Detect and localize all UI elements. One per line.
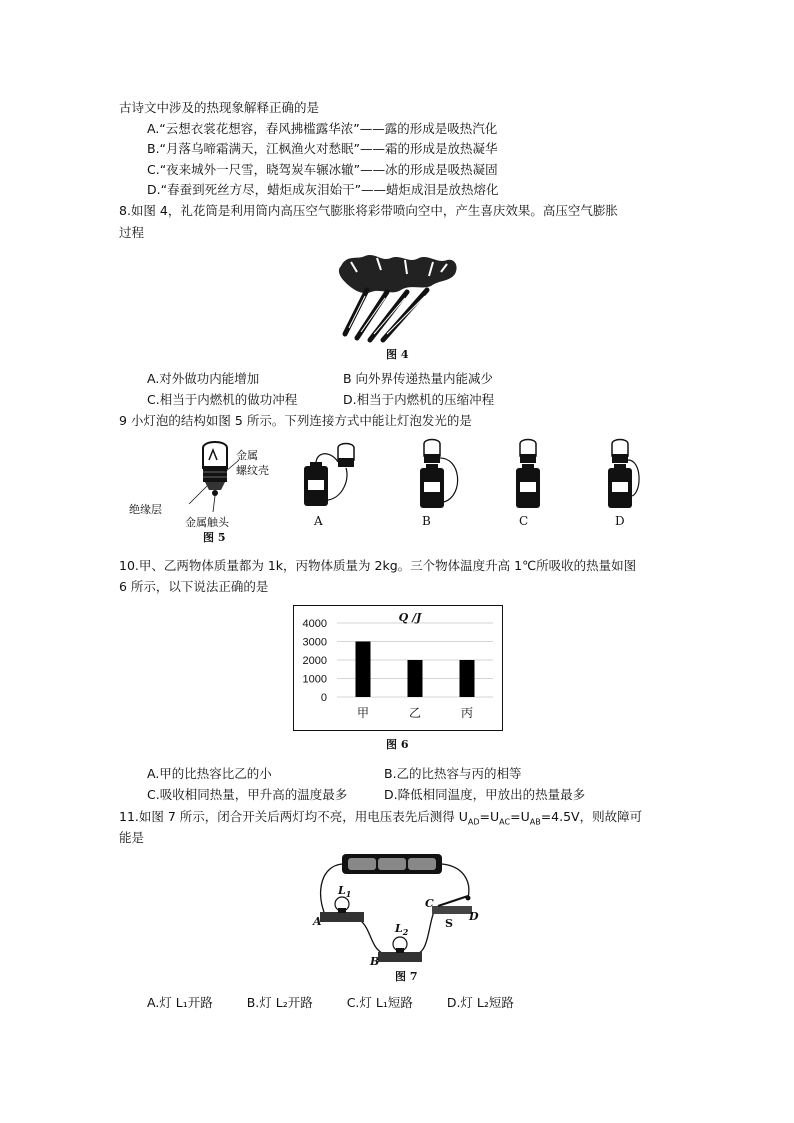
q7-stem: 古诗文中涉及的热现象解释正确的是	[119, 100, 320, 115]
circuit-diagram-figure7	[312, 850, 492, 970]
figure4-caption: 图 4	[386, 348, 409, 361]
label-point-c: C	[425, 897, 434, 910]
chart-ytick-label: 0	[320, 692, 327, 704]
q9-stem: 9 小灯泡的结构如图 5 所示。下列连接方式中能让灯泡发光的是	[119, 413, 472, 428]
q8-option-b: B 向外界传递热量内能减少	[343, 371, 494, 386]
chart-bar-3	[460, 660, 475, 697]
choice-label-a: A	[314, 514, 323, 528]
q10-option-b: B.乙的比热容与丙的相等	[384, 766, 522, 781]
q11-option-b: B.灯 L₂开路	[246, 995, 313, 1010]
chart-ytick-label: 4000	[302, 618, 327, 630]
q10-option-c: C.吸收相同热量，甲升高的温度最多	[147, 787, 348, 802]
figure5-caption: 图 5	[203, 531, 226, 544]
label-metal: 金属	[236, 449, 258, 462]
bulb-circuit-d	[600, 436, 650, 516]
q11-option-d: D.灯 L₂短路	[446, 995, 514, 1010]
choice-label-b: B	[422, 514, 431, 528]
bulb-circuit-c	[508, 436, 548, 516]
choice-label-d: D	[615, 514, 625, 528]
q10-stem-line2: 6 所示，以下说法正确的是	[119, 579, 269, 594]
heat-bar-chart	[293, 605, 503, 731]
q10-option-d: D.降低相同温度，甲放出的热量最多	[384, 787, 586, 802]
q10-option-a: A.甲的比热容比乙的小	[147, 766, 272, 781]
q10-stem-line1: 10.甲、乙两物体质量都为 1k，丙物体质量为 2kg。三个物体温度升高 1℃所吸收的热量如图	[119, 558, 637, 573]
q8-option-d: D.相当于内燃机的压缩冲程	[343, 392, 495, 407]
label-insulator: 绝缘层	[129, 503, 162, 516]
q11-stem-line2: 能是	[119, 830, 145, 845]
figure7-caption: 图 7	[395, 970, 418, 983]
chart-category-label: 乙	[408, 706, 422, 720]
bulb-circuit-b	[412, 436, 472, 516]
chart-ytick-label: 1000	[302, 673, 327, 686]
q11-stem-suffix: =4.5V，则故障可	[540, 809, 643, 824]
label-screw-shell: 螺纹壳	[236, 464, 269, 477]
q8-option-c: C.相当于内燃机的做功冲程	[147, 392, 298, 407]
chart-bar-1	[356, 642, 371, 698]
q11-options-row	[147, 994, 514, 1012]
q11-option-c: C.灯 L₁短路	[346, 995, 413, 1010]
figure6-caption: 图 6	[386, 738, 409, 751]
chart-ytick-label: 3000	[302, 636, 327, 649]
party-popper-figure	[337, 252, 461, 347]
chart-ytick-label: 2000	[302, 655, 327, 667]
q8-option-a: A.对外做功内能增加	[147, 371, 260, 386]
label-L2: $L_2$	[395, 922, 409, 938]
label-point-d: D	[469, 910, 479, 923]
chart-ylabel: Q /J	[398, 611, 422, 624]
q7-option-a: A.“云想衣裳花想容，春风拂槛露华浓”——露的形成是吸热汽化	[147, 121, 498, 136]
chart-category-label: 甲	[356, 706, 370, 720]
q11-stem-prefix: 11.如图 7 所示，闭合开关后两灯均不亮，用电压表先后测得 U	[119, 809, 468, 824]
q8-stem-line2: 过程	[119, 225, 145, 240]
chart-bar-2	[408, 660, 423, 697]
q7-option-c: C.“夜来城外一尺雪，晓驾炭车辗冰辙”——冰的形成是吸热凝固	[147, 162, 498, 177]
bulb-circuit-a	[298, 440, 368, 515]
chart-category-label: 丙	[460, 706, 474, 720]
label-L1: $L_1$	[338, 884, 352, 900]
label-point-a: A	[313, 915, 322, 928]
label-switch-s: S	[445, 917, 453, 930]
label-point-b: B	[370, 955, 380, 968]
label-metal-contact: 金属触头	[185, 516, 229, 529]
choice-label-c: C	[519, 514, 529, 528]
q7-option-d: D.“春蚕到死丝方尽，蜡炬成灰泪始干”——蜡炬成泪是放热熔化	[147, 182, 499, 197]
q11-stem-line1: 11.如图 7 所示，闭合开关后两灯均不亮，用电压表先后测得 $U_{AD}=U_{AC}=U_{AB}=4.5V$，则故障可	[119, 809, 643, 827]
q11-option-a: A.灯 L₁开路	[147, 995, 213, 1010]
q7-option-b: B.“月落乌啼霜满天，江枫渔火对愁眠”——霜的形成是放热凝华	[147, 141, 498, 156]
q8-stem-line1: 8.如图 4，礼花筒是利用筒内高压空气膨胀将彩带喷向空中，产生喜庆效果。高压空气膨胀	[119, 203, 618, 218]
